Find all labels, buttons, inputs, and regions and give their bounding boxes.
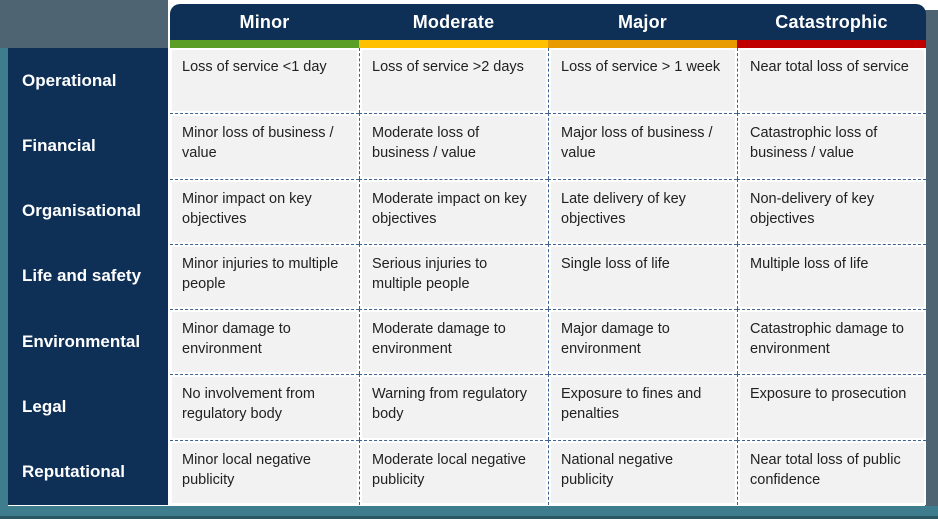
- right-edge-strip: [925, 10, 938, 506]
- row-label-legal: Legal: [22, 397, 67, 417]
- matrix-cell: Serious injuries to multiple people: [359, 244, 548, 309]
- matrix-cell: Warning from regulatory body: [359, 374, 548, 439]
- severity-header-minor: Minor: [239, 11, 290, 32]
- matrix-cell: Near total loss of public confidence: [737, 440, 926, 505]
- matrix-cell: Major damage to environment: [548, 309, 737, 374]
- severity-color-bar-minor: [170, 40, 359, 48]
- severity-color-bar-major: [548, 40, 737, 48]
- severity-header-major: Major: [617, 11, 667, 32]
- matrix-cell: Minor loss of business / value: [170, 113, 359, 178]
- matrix-cells: [170, 48, 926, 505]
- matrix-cell: Moderate damage to environment: [359, 309, 548, 374]
- matrix-cell: Moderate loss of business / value: [359, 113, 548, 178]
- matrix-cell: Loss of service > 1 week: [548, 48, 737, 113]
- severity-header-moderate: Moderate: [412, 11, 495, 32]
- matrix-cell: National negative publicity: [548, 440, 737, 505]
- matrix-cell: Late delivery of key objectives: [548, 179, 737, 244]
- severity-color-bar-moderate: [359, 40, 548, 48]
- matrix-cell: Catastrophic damage to environment: [737, 309, 926, 374]
- row-label-reputational: Reputational: [22, 462, 125, 482]
- matrix-cell: Multiple loss of life: [737, 244, 926, 309]
- severity-header-row: [170, 4, 926, 40]
- bottom-edge-bar: [0, 506, 938, 519]
- corner-backdrop: [0, 0, 168, 48]
- matrix-cell: Moderate local negative publicity: [359, 440, 548, 505]
- matrix-cell: Near total loss of service: [737, 48, 926, 113]
- row-label-environmental: Environmental: [22, 331, 141, 351]
- row-label-life-and-safety: Life and safety: [22, 266, 142, 286]
- severity-color-bars: [170, 40, 926, 48]
- left-edge-stripe: [0, 48, 8, 519]
- matrix-cell: Exposure to prosecution: [737, 374, 926, 439]
- matrix-cell: Non-delivery of key objectives: [737, 179, 926, 244]
- severity-header-catastrophic: Catastrophic: [775, 11, 888, 32]
- severity-color-bar-catastrophic: [737, 40, 926, 48]
- category-label-column: [8, 48, 168, 505]
- matrix-cell: Catastrophic loss of business / value: [737, 113, 926, 178]
- matrix-cell: Loss of service >2 days: [359, 48, 548, 113]
- matrix-cell: Minor impact on key objectives: [170, 179, 359, 244]
- matrix-cell: Exposure to fines and penalties: [548, 374, 737, 439]
- row-label-operational: Operational: [22, 70, 117, 90]
- matrix-cell: Loss of service <1 day: [170, 48, 359, 113]
- matrix-cell: Major loss of business / value: [548, 113, 737, 178]
- row-label-organisational: Organisational: [22, 201, 142, 221]
- matrix-cell: No involvement from regulatory body: [170, 374, 359, 439]
- matrix-cell: Minor local negative publicity: [170, 440, 359, 505]
- matrix-cell: Moderate impact on key objectives: [359, 179, 548, 244]
- row-label-financial: Financial: [22, 135, 96, 155]
- matrix-cell: Minor injuries to multiple people: [170, 244, 359, 309]
- matrix-cell: Minor damage to environment: [170, 309, 359, 374]
- matrix-cell: Single loss of life: [548, 244, 737, 309]
